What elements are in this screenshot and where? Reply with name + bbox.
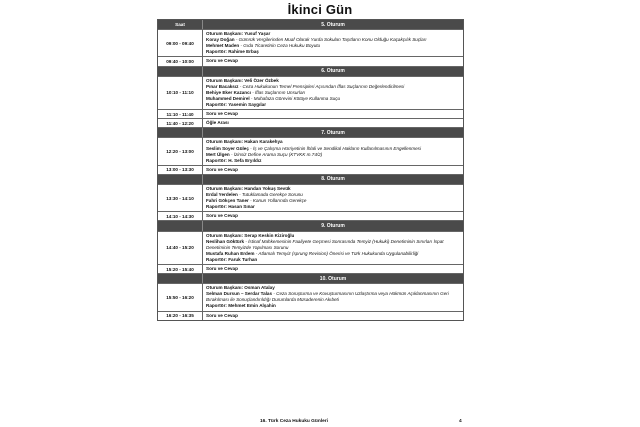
session-content-row (158, 76, 463, 109)
qa-label: Soru ve Cevap (206, 111, 238, 117)
chair-name: Veli Özer Özbek (244, 77, 279, 83)
rapporteur-label: Raportör: (206, 204, 227, 210)
footer-title: 16. Türk Ceza Hukuku Günleri (260, 419, 328, 424)
talk-title: - İş ve Çalışma Hürriyetinin İhlali ve Sendikal Hakların Kullanılmasının Engellenmesi (248, 145, 421, 151)
qa-row (158, 211, 463, 220)
qa-time: 09:40 - 10:00 (158, 57, 203, 65)
talk-item (206, 239, 460, 251)
qa-label: Soru ve Cevap (206, 266, 238, 271)
rapporteur-label: Raportör: (206, 303, 227, 309)
session-header-row (158, 20, 463, 29)
session-rapporteur (206, 303, 460, 309)
session-details (203, 77, 463, 109)
rapporteur-label: Raportör: (206, 49, 227, 55)
talk-title: - Gıda Ticaretinin Ceza Hukuku Boyutu (239, 43, 321, 49)
session-rapporteur (206, 102, 460, 108)
page-title: İkinci Gün (287, 2, 353, 17)
chair-name: Handan Yokuş Sevük (244, 185, 291, 191)
qa-label: Soru ve Cevap (206, 166, 238, 172)
rapporteur-name: Rahime Erbaş (228, 49, 259, 55)
session-rapporteur (206, 204, 460, 210)
schedule-table (157, 19, 464, 321)
session-time: 09:00 - 09:40 (158, 30, 203, 56)
rapporteur-name: H. Sefa Eryıldız (228, 157, 262, 163)
session-content-row (158, 184, 463, 211)
talk-title: - Ceza Soruşturma ve Kovuşturmasının Uzlaştırma veya Hükmün Açıklanmasının Geri Bırakılması ile Sonuçlandırıldığı Durumlarda Müsaderenin Akıbeti (206, 291, 449, 303)
time-header-cell (158, 175, 203, 184)
session-content-row (158, 283, 463, 310)
talk-speaker: Selman Dursun – Serdar Talas (206, 291, 273, 297)
chair-name: Yusuf Yaşar (244, 31, 271, 37)
session-time: 15:50 - 16:20 (158, 284, 203, 310)
talk-speaker: Koray Doğan (206, 37, 235, 43)
talk-title: - Tutuklamada Gerekçe Sorunu (237, 192, 303, 198)
qa-time: 16:20 - 16:35 (158, 312, 203, 320)
session-time: 10:10 - 11:10 (158, 77, 203, 109)
qa-label: Soru ve Cevap (206, 58, 238, 64)
time-header-cell (158, 128, 203, 137)
session-content-row (158, 137, 463, 164)
session-title: 5. Oturum (321, 21, 345, 28)
rapporteur-name: Faruk Turhan (228, 256, 258, 262)
session-title: 8. Oturum (321, 176, 345, 183)
talk-item (206, 291, 460, 303)
break-time: 11:40 - 12:20 (158, 119, 203, 127)
session-title: 6. Oturum (321, 68, 345, 75)
qa-row (158, 109, 463, 118)
session-title: 10. Oturum (319, 275, 347, 282)
time-header-cell (158, 67, 203, 76)
session-details (203, 30, 463, 56)
talk-speaker: Neslihan Göktürk (206, 238, 245, 244)
chair-name: Serap Keskin Kiziroğlu (244, 232, 295, 238)
talk-title: - Gümrük Vergilerinden Muaf Olarak Yurda Sokulan Taşıtların Konu Olduğu Kaçakçılık Suçları (234, 37, 427, 43)
talk-speaker: Mehmet Maden (206, 43, 240, 49)
qa-time: 14:10 - 14:30 (158, 212, 203, 220)
break-row (158, 118, 463, 127)
session-header-row (158, 127, 463, 137)
chair-label: Oturum Başkanı: (206, 285, 244, 291)
chair-name: Osman Atalay (244, 285, 275, 291)
session-details (203, 232, 463, 264)
talk-title: - Kanun Yollarında Gerekçe (248, 198, 307, 204)
session-header-row (158, 273, 463, 283)
talk-speaker: Pınar Bacaksız (206, 83, 239, 89)
session-details (203, 185, 463, 211)
session-rapporteur (206, 49, 460, 55)
page-number: 4 (459, 419, 462, 424)
session-details (203, 284, 463, 310)
talk-title: - İflas Suçlarının Unsurları (250, 89, 306, 95)
qa-time: 11:10 - 11:40 (158, 110, 203, 118)
rapporteur-label: Raportör: (206, 256, 227, 262)
talk-speaker: Muhammed Demirel (206, 95, 250, 101)
session-content-row (158, 231, 463, 264)
qa-row (158, 311, 463, 320)
session-header-row (158, 220, 463, 230)
chair-label: Oturum Başkanı: (206, 139, 244, 145)
time-header-cell: Saat (158, 20, 203, 29)
qa-label: Soru ve Cevap (206, 213, 238, 219)
time-header-cell (158, 221, 203, 230)
talk-title: - İstinaf Mahkemesinin Faaliyete Geçmesi Sonrasında Temyiz (Hukuki) Denetiminin Sınırları İspat Denetiminin Temyizde Yapılması Sorunu (206, 238, 444, 250)
rapporteur-name: Hasan Sınar (228, 204, 255, 210)
session-details (203, 138, 463, 164)
time-header-cell (158, 274, 203, 283)
talk-speaker: Erdal Yerdelen (206, 192, 238, 198)
talk-title: - İzinsiz Define Arama Suçu (KTVKK m.74/2) (229, 151, 323, 157)
qa-row (158, 56, 463, 65)
qa-time: 13:00 - 13:30 (158, 166, 203, 174)
chair-label: Oturum Başkanı: (206, 77, 244, 83)
rapporteur-name: Yasemin Saygılar (228, 102, 267, 108)
chair-name: Hakan Karakehya (244, 139, 283, 145)
break-label: Öğle Arası (206, 120, 229, 126)
qa-label: Soru ve Cevap (206, 312, 238, 318)
session-rapporteur (206, 257, 460, 263)
session-header-row (158, 66, 463, 76)
session-title: 9. Oturum (321, 222, 345, 229)
session-header-row (158, 174, 463, 184)
talk-title: - Muhafaza Görevini Kötüye Kullanma Suçu (249, 95, 341, 101)
session-time: 13:30 - 14:10 (158, 185, 203, 211)
talk-title: - Atlamalı Temyiz (sprung Revision) Önerisi ve Türk Hukukunda Uygulanabilirliği (254, 250, 419, 256)
session-title: 7. Oturum (321, 129, 345, 136)
talk-speaker: Mustafa Ruhan Erdem (206, 250, 255, 256)
talk-title: - Ceza Hukukunun Temel Prensipleri Açısından İflas Suçlarının Değerlendirilmesi (238, 83, 405, 89)
session-rapporteur (206, 158, 460, 164)
talk-speaker: Behiye Eker Kazancı (206, 89, 251, 95)
qa-row (158, 264, 463, 273)
talk-speaker: Mert Ülgen (206, 151, 230, 157)
rapporteur-label: Raportör: (206, 157, 227, 163)
session-content-row (158, 29, 463, 56)
rapporteur-label: Raportör: (206, 102, 227, 108)
talk-speaker: Fahri Gökçen Taner (206, 198, 249, 204)
qa-row (158, 165, 463, 174)
chair-label: Oturum Başkanı: (206, 31, 244, 37)
session-time: 14:40 - 15:20 (158, 232, 203, 264)
talk-speaker: Seslim Soyer Güleç (206, 145, 249, 151)
session-time: 12:20 - 13:00 (158, 138, 203, 164)
rapporteur-name: Mehmet Emin Alşahin (228, 303, 276, 309)
chair-label: Oturum Başkanı: (206, 185, 244, 191)
qa-time: 15:20 - 15:40 (158, 265, 203, 273)
chair-label: Oturum Başkanı: (206, 232, 244, 238)
